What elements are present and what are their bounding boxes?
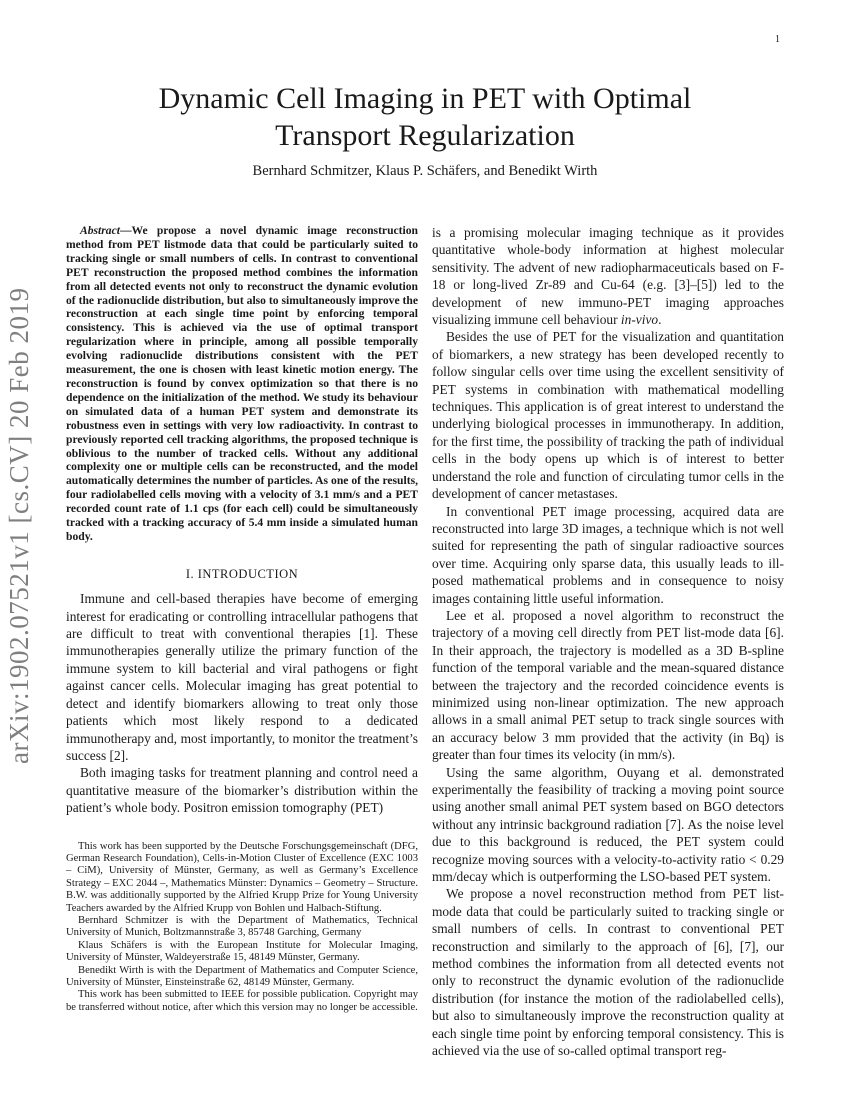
paragraph: Immune and cell-based therapies have become of emerging interest for eradicating or controlling intracellular pathogens that are difficult to treat with conventional therapies [1]. These immunotherapies generally utilize the primary function of the immune system to kill bacterial and viral pathogens or fight against cancer cells. Molecular imaging has great potential to detect and identify biomarkers allowing to treat only those patients which most likely respond to a dedicated immunotherapy and, most importantly, to monitor the treatment’s success [2]. bbox=[66, 591, 418, 763]
paragraph: Lee et al. proposed a novel algorithm to reconstruct the trajectory of a moving cell directly from PET list-mode data [6]. In their approach, the trajectory is modelled as a 3D B-spline function of the temporal variable and the mean-squared distance between the trajectory and the recorded coincidence events is minimized using non-linear optimization. The new approach allows in a small animal PET setup to track single sources with an accuracy below 3 mm provided that the activity (in Bq) is greater than four times its velocity (in mm/s). bbox=[432, 607, 784, 763]
paragraph-end: . bbox=[658, 312, 662, 328]
right-column bbox=[432, 224, 784, 1060]
paragraph: Using the same algorithm, Ouyang et al. demonstrated experimentally the feasibility of tracking a moving point source using another small animal PET system based on BGO detectors without any intrinsic background radiation [7]. As the noise level due to this background is reduced, the PET system could recognize moving sources with a velocity-to-activity ratio < 0.29 mm/decay which is outperforming the LSO-based PET system. bbox=[432, 764, 784, 885]
paragraph: In conventional PET image processing, acquired data are reconstructed into large 3D images, a technique which is not well suited for representing the path of singular radioactive sources over time. Acquiring only sparse data, this usually leads to ill-posed mathematical problems and in consequence to noisy images containing little useful information. bbox=[432, 503, 784, 606]
footnotes bbox=[66, 841, 418, 1015]
title-line-1: Dynamic Cell Imaging in PET with Optimal bbox=[158, 82, 692, 115]
paragraph: Besides the use of PET for the visualization and quantitation of biomarkers, a new strategy has been developed recently to follow singular cells over time using the excellent sensitivity of PET systems in combination with mathematical modelling techniques. This application is of great interest to understand the underlying biological processes in immunotherapy. In addition, for the first time, the possibility of tracking the path of individual cells in the body opens up which is of interest to better understand the role and function of circulating tumor cells in the development of cancer metastases. bbox=[432, 329, 784, 502]
arxiv-identifier: arXiv:1902.07521v1 [cs.CV] 20 Feb 2019 bbox=[4, 287, 34, 764]
abstract-text: —We propose a novel dynamic image reconstruction method from PET listmode data that could be particularly suited to tracking single or small numbers of cells. In contrast to conventional PET reconstruction the proposed method combines the information from all detected events not only to reconstruct the dynamic evolution of the radionuclide distribution, but also to simultaneously improve the reconstruction at each single time point by enforcing temporal consistency. This is achieved via the use of optimal transport regularization where in principle, among all possible temporally evolving radionuclide distributions consistent with the PET measurement, the one is chosen with least kinetic motion energy. The reconstruction is found by convex optimization so that there is no dependence on the initialization of the method. We study its behaviour on simulated data of a human PET system and demonstrate its robustness even in settings with very low radioactivity. In contrast to previously reported cell tracking algorithms, the proposed technique is oblivious to the number of tracked cells. Without any additional complexity one or multiple cells can be reconstructed, and the model automatically determines the number of particles. As one of the results, four radiolabelled cells moving with a velocity of 3.1 mm/s and a PET recorded count rate of 1.1 cps (for each cell) could be simultaneously tracked with a tracking accuracy of 5.4 mm inside a simulated human body. bbox=[66, 224, 418, 543]
page-number: 1 bbox=[775, 34, 780, 45]
paragraph-italic-term: in-vivo bbox=[620, 312, 659, 328]
section-heading-introduction: I. INTRODUCTION bbox=[185, 566, 299, 581]
title-line-2: Transport Regularization bbox=[275, 119, 575, 152]
abstract bbox=[66, 224, 418, 544]
footnote-affiliation-schmitzer: Bernhard Schmitzer is with the Department of Mathematics, Technical University of Munich, Boltzmannstraße 3, 85748 Garching, Germany bbox=[66, 914, 418, 939]
paragraph bbox=[432, 224, 784, 328]
paper-title bbox=[70, 80, 780, 154]
footnote-copyright: This work has been submitted to IEEE for possible publication. Copyright may be transferred without notice, after which this version may no longer be accessible. bbox=[66, 989, 418, 1013]
abstract-label: Abstract bbox=[80, 224, 120, 237]
footnote-affiliation-schaefers: Klaus Schäfers is with the European Institute for Molecular Imaging, University of Münster, Waldeyerstraße 15, 48149 Münster, Germany. bbox=[66, 939, 418, 964]
left-column bbox=[66, 224, 418, 1014]
footnote-affiliation-wirth: Benedikt Wirth is with the Department of Mathematics and Computer Science, University of Münster, Einsteinstraße 62, 48149 Münster, Germany. bbox=[66, 964, 418, 988]
footnote-funding: This work has been supported by the Deutsche Forschungsgemeinschaft (DFG, German Research Foundation), Cells-in-Motion Cluster of Excellence (EXC 1003 – CiM), University of Münster, Germany, as well as Germany’s Excellence Strategy – EXC 2044 –, Mathematics Münster: Dynamics – Geometry – Structure. B.W. was additionally supported by the Alfried Krupp Prize for Young University Teachers awarded by the Alfried Krupp von Bohlen und Halbach-Stiftung. bbox=[66, 840, 418, 914]
paragraph: Both imaging tasks for treatment planning and control need a quantitative measure of the biomarker’s distribution within the patient’s whole body. Positron emission tomography (PET) bbox=[66, 765, 418, 816]
author-list: Bernhard Schmitzer, Klaus P. Schäfers, and Benedikt Wirth bbox=[252, 163, 598, 179]
paragraph-text: is a promising molecular imaging technique as it provides quantitative whole-body information at highest molecular sensitivity. The advent of new radiopharmaceuticals based on F-18 or long-lived Zr-89 and Cu-64 (e.g. [3]–[5]) led to the development of new immuno-PET imaging approaches visualizing immune cell behaviour bbox=[432, 225, 784, 328]
paragraph: We propose a novel reconstruction method from PET list-mode data that could be particularly suited to tracking single or small numbers of cells. In contrast to conventional PET reconstruction and similarly to the approach of [6], [7], our method combines the information from all detected events not only to reconstruct the dynamic evolution of the radionuclide distribution (for instance the motion of the radiolabelled cells), but also to simultaneously improve the reconstruction quality at each single time point by enforcing temporal consistency. This is achieved via the use of so-called optimal transport reg- bbox=[432, 886, 784, 1059]
